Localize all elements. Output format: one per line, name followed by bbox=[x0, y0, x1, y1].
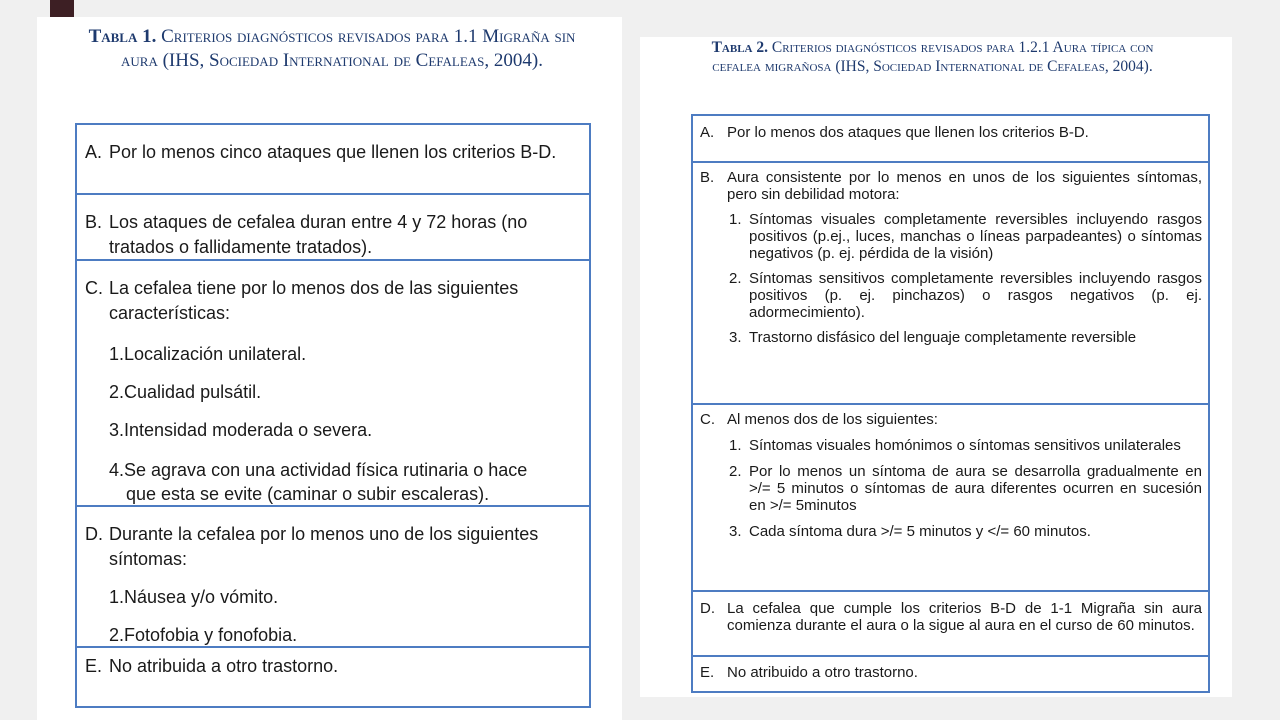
table2-caption bbox=[690, 39, 1175, 76]
list-item bbox=[729, 523, 1202, 540]
item-number: 3. bbox=[729, 329, 742, 346]
table1-row-c bbox=[77, 261, 589, 507]
table1-criteria bbox=[75, 123, 591, 708]
table1-row-d bbox=[77, 507, 589, 648]
list-item: 1.Náusea y/o vómito. bbox=[109, 587, 279, 607]
row-text: Por lo menos dos ataques que llenen los criterios B-D. bbox=[727, 124, 1089, 141]
item-text: Síntomas visuales homónimos o síntomas sensitivos unilaterales bbox=[749, 437, 1181, 454]
table1-panel bbox=[37, 17, 622, 720]
row-letter: A. bbox=[700, 124, 715, 141]
row-letter: B. bbox=[700, 169, 715, 186]
table2-row-c bbox=[693, 405, 1208, 592]
row-letter: E. bbox=[85, 656, 103, 676]
item-text: Por lo menos un síntoma de aura se desarrolla gradualmente en >/= 5 minutos o síntomas de aura diferentes ocurren en sucesión en >/= 5minutos bbox=[749, 463, 1202, 514]
row-letter: D. bbox=[85, 524, 103, 544]
list-item bbox=[729, 211, 1202, 262]
row-text: Aura consistente por lo menos en unos de los siguientes síntomas, pero sin debilidad motora: bbox=[727, 169, 1202, 203]
row-letter: C. bbox=[85, 278, 103, 298]
table1-row-a bbox=[77, 125, 589, 195]
item-number: 3. bbox=[729, 523, 742, 540]
table1-caption bbox=[77, 25, 587, 73]
item-text: Síntomas visuales completamente reversibles incluyendo rasgos positivos (p.ej., luces, manchas o líneas parpadeantes) o síntomas negativos (p. ej. pérdida de la visión) bbox=[749, 211, 1202, 262]
item-text: Cada síntoma dura >/= 5 minutos y </= 60 minutos. bbox=[749, 523, 1091, 540]
list-item-continuation: que esta se evite (caminar o subir escaleras). bbox=[126, 484, 490, 504]
table1-row-b bbox=[77, 195, 589, 261]
list-item bbox=[729, 437, 1202, 454]
item-text: Síntomas sensitivos completamente reversibles incluyendo rasgos positivos (p. ej. pinchazos) o rasgos negativos (p. ej. adormecimiento). bbox=[749, 270, 1202, 321]
row-text: Al menos dos de los siguientes: bbox=[727, 411, 938, 428]
row-text: No atribuida a otro trastorno. bbox=[109, 656, 339, 676]
row-letter: D. bbox=[700, 600, 715, 617]
table2-criteria bbox=[691, 114, 1210, 693]
list-item: 4.Se agrava con una actividad física rutinaria o hace bbox=[109, 460, 528, 480]
table2-row-b bbox=[693, 163, 1208, 405]
list-item: 1.Localización unilateral. bbox=[109, 344, 307, 364]
item-number: 2. bbox=[729, 270, 742, 287]
table2-row-d bbox=[693, 592, 1208, 657]
list-item: 2.Fotofobia y fonofobia. bbox=[109, 625, 298, 645]
row-letter: E. bbox=[700, 664, 715, 681]
list-item: 3.Intensidad moderada o severa. bbox=[109, 420, 373, 440]
row-text: La cefalea que cumple los criterios B-D de 1-1 Migraña sin aura comienza durante el aura o la sigue al aura en el curso de 60 minutos. bbox=[727, 600, 1202, 634]
item-number: 1. bbox=[729, 437, 742, 454]
table2-row-e bbox=[693, 657, 1208, 691]
list-item bbox=[729, 270, 1202, 321]
row-letter: C. bbox=[700, 411, 715, 428]
list-item: 2.Cualidad pulsátil. bbox=[109, 382, 262, 402]
corner-accent bbox=[50, 0, 74, 18]
row-text: La cefalea tiene por lo menos dos de las siguientes características: bbox=[109, 278, 519, 323]
row-text: Los ataques de cefalea duran entre 4 y 72 horas (no tratados o fallidamente tratados). bbox=[109, 212, 528, 257]
table2-label: Tabla 2. bbox=[711, 39, 768, 56]
table2-row-a bbox=[693, 116, 1208, 163]
table1-title: Criterios diagnósticos revisados para 1.1 Migraña sin aura (IHS, Sociedad International de Cefaleas, 2004). bbox=[121, 26, 576, 71]
list-item bbox=[729, 329, 1202, 346]
item-text: Trastorno disfásico del lenguaje completamente reversible bbox=[749, 329, 1137, 346]
item-number: 1. bbox=[729, 211, 742, 228]
row-text: Durante la cefalea por lo menos uno de los siguientes síntomas: bbox=[109, 524, 539, 569]
row-text: Por lo menos cinco ataques que llenen los criterios B-D. bbox=[109, 142, 557, 162]
item-number: 2. bbox=[729, 463, 742, 480]
table2-title: Criterios diagnósticos revisados para 1.2.1 Aura típica con cefalea migrañosa (IHS, Sociedad International de Cefaleas, 2004). bbox=[712, 39, 1154, 75]
list-item bbox=[729, 463, 1202, 514]
row-letter: B. bbox=[85, 212, 103, 232]
row-letter: A. bbox=[85, 142, 103, 162]
table1-row-e bbox=[77, 648, 589, 706]
table1-label: Tabla 1. bbox=[88, 26, 157, 47]
table2-panel bbox=[640, 37, 1232, 697]
row-text: No atribuido a otro trastorno. bbox=[727, 664, 918, 681]
